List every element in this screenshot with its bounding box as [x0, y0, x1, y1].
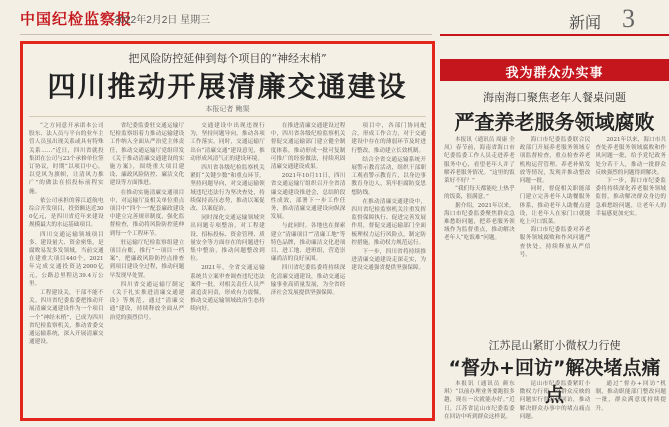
section-name: 新闻: [569, 13, 602, 32]
paragraph: 交通建设中出现违规行为，坚持问题导向，推动各项工作落实。同时，交通运输厅出台“清廉交通”建设意见，推动形成风清气正的建设环境。: [190, 123, 265, 162]
lead-article-column: [190, 122, 265, 416]
paragraph: 四川省交通运输厅制定《关于扎实推进清廉交通建设》等规范，通过“清廉交通”建设，持续释放全面从严治党的强烈信号。: [109, 281, 185, 321]
paragraph: 同时，督促相关职能部门建立完善老年人助餐服务体系，推动老年人助餐点建设，让老年人在家门口就能吃上可口饭菜。: [519, 186, 591, 226]
article-1-body: [444, 136, 666, 332]
paragraph: 结合全省交通运输系统开展警示教育活动，组织干部职工观看警示教育片，以身边事教育身边人，筑牢拒腐防变思想防线。: [351, 156, 426, 196]
lead-article-highlight-box[interactable]: [20, 41, 435, 421]
headline-rule: [29, 116, 426, 117]
paragraph: 在推动清廉交通建设中，四川省纪检监察机关注重发挥监督保障执行、促进完善发展作用，督促交通运输部门全面梳理权力运行风险点，制定防控措施，推动权力规范运行。: [351, 198, 426, 246]
masthead-divider: [20, 34, 432, 35]
lead-article-byline: 本报记者 鲍渠: [205, 105, 250, 113]
paragraph: 依公司承担的蓉江道航电综合开发项目，投资额达近300亿元，是四川省近年来建设规模最大的水运基础项目。: [29, 197, 104, 229]
article-2-column: [595, 380, 666, 426]
paragraph: 项目中，各部门协同配合，形成工作合力，对于交通建设中存在的薄弱环节及时进行整改，推动建立长效机制。: [351, 123, 426, 154]
paragraph: 下一步，海口市纪委监委将持续深化养老服务领域监督，推动解决群众身边的急难愁盼问题，让老年人的幸福感更加充实。: [595, 178, 667, 217]
paragraph: 下一步，四川省将持续推进清廉交通建设走深走实，为建设交通强省提供坚强保障。: [351, 249, 426, 272]
paragraph: 据介绍，2021年以来，海口市纪委监委聚焦群众急难愁盼问题，把养老服务领域作为监督重点，推动解决老年人“吃饭难”问题。: [444, 202, 515, 242]
paragraph: 工程建设关，干部不能不关。四川省纪委监委把推动开展清廉交通建设作为一个项目一个“神经末梢”，已成为四川省纪检监察机关，推动省委交通运输系统，深入开展清廉交通建设。: [29, 290, 104, 346]
paragraph: 2021年以来，海口市共查处养老服务领域腐败和作风问题一批，给予党纪政务处分若干人，推动一批群众反映强烈的问题得到解决。: [595, 137, 667, 176]
paragraph: 驻运输厅纪检监察组建立项目台账，推行“一项目一档案”，把廉政风险防控点排查到项目建设全过程，推动问题早发现早处置。: [109, 239, 185, 279]
paragraph: 2021年，全省交通运输系统共立案审查调查违纪违法案件一批，对相关责任人员严肃追责问责，形成有力震慑，推动交通运输领域政治生态持续向好。: [190, 265, 265, 313]
article-1-kicker: 海南海口聚焦老年人餐桌问题: [483, 91, 626, 104]
paragraph: 2021年10月11日，四川省交通运输厅组织召开全省清廉交通建设推进会，总结阶段性成效，部署下一步工作任务，推动清廉交通建设向纵深发展。: [270, 173, 346, 221]
paragraph: 通过“督办+回访”机制，推动职能部门整改问题一批，群众满意度持续提升。: [595, 381, 667, 412]
paragraph: “之方同意开承诺本公司股东、法人员与平台的业车主管人员虽出现关系或具有特殊关系……”近日，四川省就投集团在公司与23个承修单位签订协议，时期“以项目中心，以党风为旗帜，让清风力推广”的做法在招投标前程实施。: [29, 123, 104, 195]
paragraph: 四川省纪委监委将持续深化清廉交通建设，推动交通运输事业高质量发展，为全省经济社会发展提供坚强保障。: [270, 265, 346, 297]
paragraph: 与此同时，各地也在探索建立“清廉项目”“清廉工地”等特色品牌，推动廉洁文化进项目、进工地、进班组，营造崇廉尚洁的良好氛围。: [270, 223, 346, 263]
article-1-column: [520, 136, 591, 332]
article-2-body: [444, 380, 666, 426]
paragraph: 本报讯（通讯员 周康 全凤）春节前，海南省海口市纪委监委工作人员走进养老服务中心，看望老年人并了解养老服务情况。“这里的饭菜好不好？”: [444, 137, 515, 185]
paragraph: 四川省各级纪检监察机关紧盯“关键少数”和重点环节，坚持问题导向，对交通运输领域违纪违法行为坚决查处，持续保持高压态势，推动以案促改、以案促治。: [190, 165, 265, 213]
page-number: 3: [622, 4, 635, 33]
lead-article-column: [271, 122, 346, 416]
article-2-column: [520, 380, 591, 426]
article-1-headline[interactable]: 严查养老服务领域腐败: [454, 110, 655, 134]
article-2-column: [444, 380, 515, 426]
paragraph: 在推动实施清廉交通项目中，对运输厅及相关单位重点项目中“四个一”配套廉政建设中建立完善规章制度，强化监督检查，推动将风险防控延伸到每一个工程环节。: [109, 189, 185, 237]
lead-article-body: [29, 122, 426, 416]
lead-article-headline: 四川推动开展清廉交通建设: [47, 70, 408, 103]
article-2-kicker: 江苏昆山紧盯小微权力行使: [488, 339, 621, 352]
lead-article-kicker: 把风险防控延伸到每个项目的“神经末梢”: [128, 52, 327, 65]
lead-article-column: [29, 122, 104, 416]
article-1-column: [444, 136, 515, 332]
article-2-headline[interactable]: “督办+回访”解决堵点痛点: [448, 357, 661, 406]
paragraph: 昆山市纪委监委紧盯小微权力行使，对群众反映的问题实行督办和回访，推动解决群众办事中的堵点痛点问题。: [519, 381, 591, 420]
lead-article-column: [110, 122, 185, 416]
paragraph: 在推进清廉交通建设过程中，四川省各级纪检监察机关督促交通运输部门建立健全制度体系，推动形成一批可复制可推广的经验做法，持续巩固清廉交通建设成果。: [270, 123, 346, 171]
paragraph: 本报讯（通讯员 颜东琪）“以前办理业务要跑很多趟，现在一次就能办好。”近日，江苏省昆山市纪委监委在回访中听到群众这样说。: [444, 381, 515, 420]
paragraph: 省纪委监委驻交通运输厅纪检监察组着力推动运输建设工作纳入全面从严治党主体责任，推动交通运输厅党组印发《关于推动清廉交通建设的实施方案》，围绕重大项目建设、廉政风险防控、廉洁文化建设等方面推进。: [109, 123, 185, 187]
newspaper-logo: 中国纪检监察报: [20, 10, 133, 28]
issue-date: 2022年2月2日 星期三: [114, 15, 211, 26]
paragraph: “我们每天都能吃上热乎的饭菜，很满意。”: [444, 186, 515, 201]
paragraph: 海口市纪委监委对养老服务领域腐败和作风问题严查快处，持续释放从严信号。: [519, 227, 591, 258]
section-divider: [440, 34, 669, 36]
lead-article-column: [351, 122, 426, 416]
paragraph: 海口市纪委监委联合民政部门开展养老服务领域专项监督检查，重点检查养老机构运营管理、养老补贴发放等情况，发现并推动整改问题一批。: [519, 137, 591, 185]
paragraph: 四川交通运输领域项目多、建设量大、资金密集，是腐败易发多发领域，当前交通在建重大项目440个，2021年完成交通投资达2000亿元，公路总里程达39.4万公里。: [29, 231, 104, 287]
column-banner: [440, 59, 669, 81]
article-1-column: [595, 136, 666, 332]
paragraph: 同时深化交通运输领域突出问题专项整治，对工程建设、招标投标、资金管理、质量安全等方面存在的问题进行集中整治，推动问题整改到位。: [190, 215, 265, 263]
column-banner-title: 我为群众办实事: [505, 66, 604, 81]
